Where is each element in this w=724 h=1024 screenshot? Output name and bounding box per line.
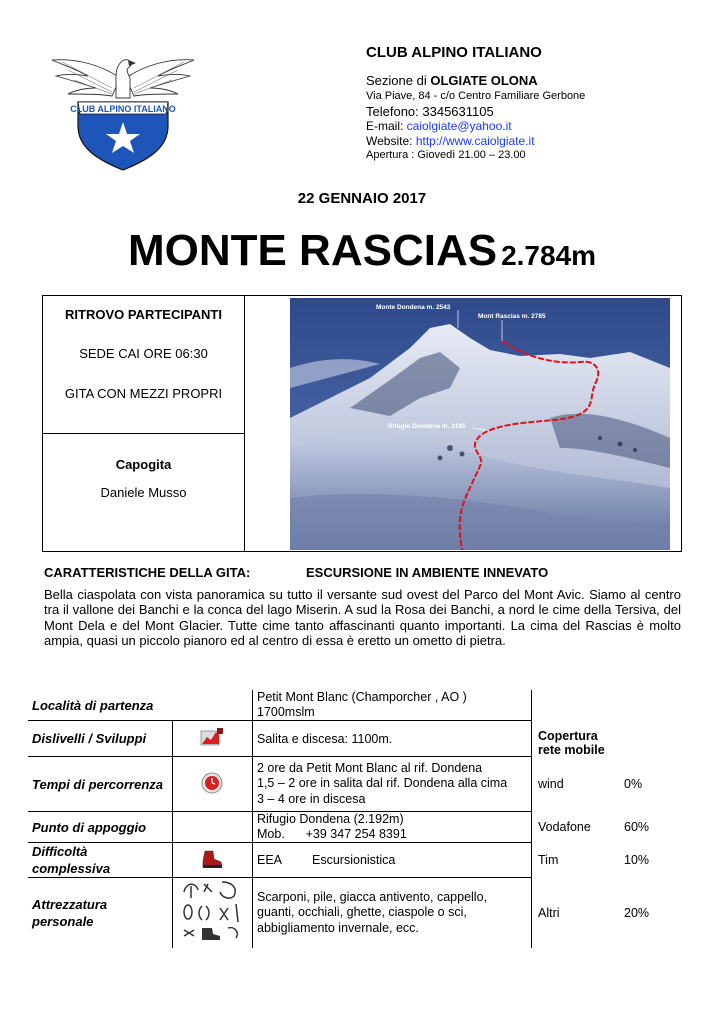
mountain-altitude: 2.784m (501, 240, 597, 271)
coverage-value: 10% (624, 853, 650, 867)
characteristics-type: ESCURSIONE IN AMBIENTE INNEVATO (306, 565, 549, 580)
section-name: OLGIATE OLONA (430, 73, 538, 88)
website-label: Website: (366, 134, 416, 148)
coverage-operator: Tim (538, 853, 559, 867)
event-date: 22 GENNAIO 2017 (297, 190, 427, 207)
box-divider (244, 295, 245, 552)
leader-heading: Capogita (115, 457, 172, 472)
section-line (366, 73, 538, 88)
coverage-value: 60% (624, 820, 650, 834)
appoggio-line: Mob. +39 347 254 8391 (257, 827, 407, 841)
cai-logo (48, 48, 198, 173)
coverage-value: 0% (624, 777, 643, 791)
localita-value-line: 1700mslm (257, 705, 315, 719)
meeting-transport: GITA CON MEZZI PROPRI (64, 386, 223, 401)
climbing-gear-icon (172, 878, 253, 948)
tempi-label: Tempi di percorrenza (28, 757, 172, 812)
mountain-name: MONTE RASCIAS (127, 226, 498, 275)
table-row (28, 690, 674, 721)
website-link[interactable]: http://www.caiolgiate.it (415, 134, 535, 148)
appoggio-value (253, 812, 532, 843)
phone: Telefono: 3345631105 (366, 104, 494, 119)
attrezzatura-value: Scarponi, pile, giacca antivento, cappello, guanti, occhiali, ghette, ciaspole o sci, abbigliamento invernale, ecc. (253, 878, 532, 948)
photo-label-rifugio: Rifugio Dondena m. 2185 (388, 423, 466, 430)
characteristics-label: CARATTERISTICHE DELLA GITA: (44, 565, 251, 580)
table-row (28, 812, 674, 843)
tempi-line: 3 – 4 ore in discesa (257, 791, 366, 806)
photo-label-rascias: Mont Rascias m. 2785 (478, 313, 546, 320)
event-title (0, 226, 724, 276)
coverage-operator: Altri (538, 905, 560, 920)
opening-hours: Apertura : Giovedì 21.00 – 23.00 (366, 149, 526, 161)
box-divider (42, 433, 245, 434)
elevation-profile-icon (172, 721, 253, 757)
photo-label-dondena: Monte Dondena m. 2543 (376, 304, 451, 311)
trip-description: Bella ciaspolata con vista panoramica su tutto il versante sud ovest del Parco del Mont Avic. Siamo al centro tra il vallone dei Banchi e la conca del lago Miserin. A sud la Rosa dei Banchi, a nord le cime della Tersiva, del Mont Dela e del Mont Glacier. Tutte cime tanto affascinanti quanto importanti. La cima del Rascias è molto ampia, quasi un piccolo pianoro ed al centro di essa è eretto un ometto di pietra. (44, 587, 681, 648)
difficolta-code: EEA (257, 853, 283, 867)
boot-icon (172, 843, 253, 878)
difficolta-desc: Escursionistica (312, 853, 396, 867)
coverage-heading: Copertura rete mobile (538, 728, 605, 757)
email-link[interactable]: caiolgiate@yahoo.it (406, 119, 512, 133)
leader-name: Daniele Musso (100, 485, 187, 500)
appoggio-line: Rifugio Dondena (2.192m) (257, 812, 404, 826)
section-prefix: Sezione di (366, 73, 431, 88)
tempi-line: 1,5 – 2 ore in salita dal rif. Dondena alla cima (257, 776, 508, 791)
dislivelli-label: Dislivelli / Sviluppi (28, 721, 172, 757)
coverage-operator: Vodafone (538, 820, 591, 834)
address: Via Piave, 84 - c/o Centro Familiare Gerbone (366, 90, 586, 102)
table-row (28, 878, 674, 948)
difficolta-value (253, 843, 532, 878)
localita-label: Località di partenza (28, 690, 172, 721)
tempi-value (253, 757, 532, 812)
localita-value-line: Petit Mont Blanc (Champorcher , AO ) (257, 690, 467, 704)
clock-icon (172, 757, 253, 812)
dislivelli-value: Salita e discesa: 1100m. (253, 721, 532, 757)
appoggio-label: Punto di appoggio (28, 812, 172, 843)
coverage-operator: wind (538, 777, 564, 791)
trip-info-table (28, 690, 674, 948)
table-row (28, 757, 674, 812)
club-name: CLUB ALPINO ITALIANO (366, 44, 542, 61)
email-line (366, 119, 512, 133)
website-line (366, 134, 535, 148)
difficolta-label: Difficoltà complessiva (28, 843, 172, 878)
route-photo (290, 298, 670, 550)
meeting-heading: RITROVO PARTECIPANTI (65, 307, 222, 322)
email-label: E-mail: (366, 119, 407, 133)
attrezzatura-label: Attrezzatura personale (32, 896, 108, 929)
tempi-line: 2 ore da Petit Mont Blanc al rif. Dondena (257, 760, 483, 775)
meeting-place: SEDE CAI ORE 06:30 (79, 346, 208, 361)
localita-value (253, 690, 532, 721)
coverage-value: 20% (624, 905, 650, 920)
logo-lettering: CLUB ALPINO ITALIANO (70, 104, 176, 114)
table-row (28, 843, 674, 878)
